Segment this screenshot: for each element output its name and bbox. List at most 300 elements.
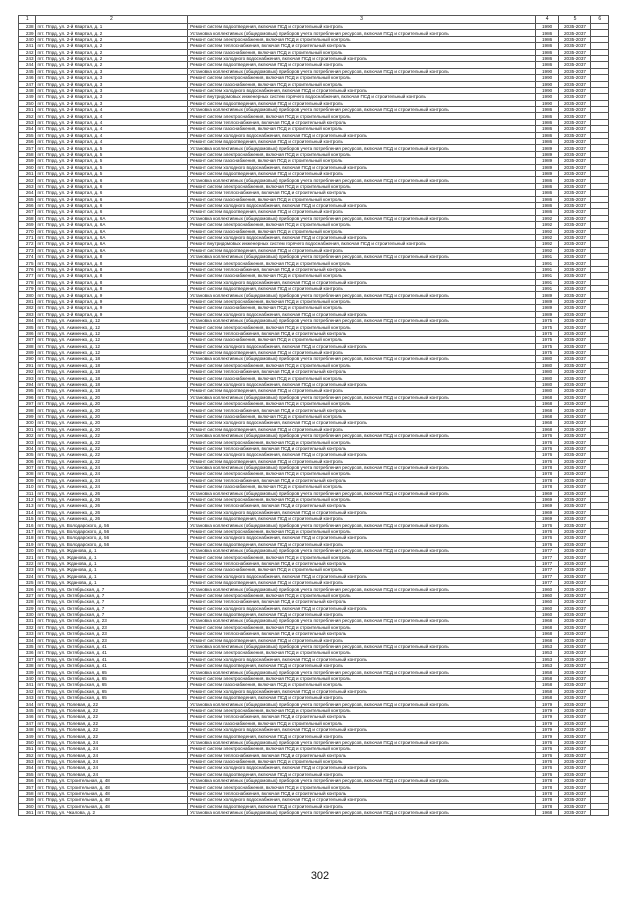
row-number-cell: 256 [19,139,36,145]
year-cell: 1986 [535,202,559,208]
year-cell: 1986 [535,190,559,196]
year-cell: 1979 [535,733,559,739]
work-type-cell: Ремонт систем теплоснабжения, включая ПСД и строительный контроль [188,266,536,272]
address-cell: пгт. Ппрд, ул. Октябрьская, д. 41 [35,643,188,649]
period-cell: 2035-2037 [559,790,591,796]
year-cell: 1991 [535,260,559,266]
row-number-cell: 247 [19,81,36,87]
row-number-cell: 260 [19,164,36,170]
year-cell: 1990 [535,81,559,87]
year-cell: 1992 [535,241,559,247]
period-cell: 2035-2037 [559,228,591,234]
row-number-cell: 242 [19,49,36,55]
year-cell: 1990 [535,24,559,30]
year-cell: 1975 [535,330,559,336]
address-cell: пгт. Ппрд, ул. 2-й Квартал, д. 9 [35,298,188,304]
address-cell: пгт. Ппрд, ул. 2-й Квартал, д. 4 [35,119,188,125]
period-cell: 2035-2037 [559,75,591,81]
work-type-cell: Ремонт систем водоотведения, включая ПСД и строительный контроль [188,62,536,68]
period-cell: 2035-2037 [559,452,591,458]
work-type-cell: Ремонт систем газоснабжения, включая ПСД и строительный контроль [188,196,536,202]
row-number-cell: 251 [19,107,36,113]
address-cell: пгт. Ппрд, ул. 2-й Квартал, д. 8 [35,273,188,279]
year-cell: 1969 [535,490,559,496]
row-number-cell: 294 [19,381,36,387]
period-cell: 2035-2037 [559,439,591,445]
work-type-cell: Ремонт систем электроснабжения, включая ПСД и строительный контроль [188,113,536,119]
work-type-cell: Установка коллективных (общедомовых) приборов учета потребления ресурсов, включая ПСД и строительный контроль [188,490,536,496]
work-type-cell: Установка коллективных (общедомовых) приборов учета потребления ресурсов, включая ПСД и строительный контроль [188,356,536,362]
row-number-cell: 335 [19,643,36,649]
row-number-cell: 261 [19,170,36,176]
period-cell: 2035-2037 [559,535,591,541]
work-type-cell: Ремонт систем холодного водоснабжения, включая ПСД и строительный контроль [188,87,536,93]
work-type-cell: Ремонт систем теплоснабжения, включая ПСД и строительный контроль [188,714,536,720]
period-cell: 2035-2037 [559,413,591,419]
address-cell: пгт. Ппрд, ул. Акименко, д. 12 [35,324,188,330]
work-type-cell: Ремонт систем электроснабжения, включая ПСД и строительный контроль [188,528,536,534]
row-number-cell: 285 [19,324,36,330]
table-body [19,16,609,816]
address-cell: пгт. Ппрд, ул. 2-й Квартал, д. 6 [35,177,188,183]
address-cell: пгт. Ппрд, ул. Октябрьская, д. 7 [35,611,188,617]
row-number-cell: 338 [19,663,36,669]
period-cell: 2035-2037 [559,113,591,119]
year-cell: 1976 [535,433,559,439]
row-number-cell: 278 [19,279,36,285]
period-cell: 2035-2037 [559,36,591,42]
year-cell: 1986 [535,139,559,145]
work-type-cell: Ремонт систем электроснабжения, включая ПСД и строительный контроль [188,471,536,477]
work-type-cell: Ремонт систем газоснабжения, включая ПСД и строительный контроль [188,81,536,87]
work-type-cell: Ремонт систем водоотведения, включая ПСД и строительный контроль [188,426,536,432]
period-cell: 2035-2037 [559,43,591,49]
year-cell: 1986 [535,209,559,215]
period-cell: 2035-2037 [559,241,591,247]
year-cell: 1978 [535,803,559,809]
work-type-cell: Установка коллективных (общедомовых) приборов учета потребления ресурсов, включая ПСД и строительный контроль [188,254,536,260]
year-cell: 1978 [535,484,559,490]
address-cell: пгт. Ппрд, ул. Акименко, д. 12 [35,317,188,323]
year-cell: 1980 [535,362,559,368]
row-number-cell: 360 [19,803,36,809]
year-cell: 1986 [535,107,559,113]
address-cell: пгт. Ппрд, ул. 2-й Квартал, д. 4 [35,107,188,113]
period-cell: 2035-2037 [559,810,591,816]
year-cell: 1991 [535,254,559,260]
address-cell: пгт. Ппрд, ул. 2-й Квартал, д. 8 [35,266,188,272]
work-type-cell: Ремонт систем теплоснабжения, включая ПСД и строительный контроль [188,445,536,451]
work-type-cell: Установка коллективных (общедомовых) приборов учета потребления ресурсов, включая ПСД и строительный контроль [188,810,536,816]
row-number-cell: 263 [19,183,36,189]
address-cell: пгт. Ппрд, ул. Октябрьская, д. 7 [35,586,188,592]
period-cell: 2035-2037 [559,599,591,605]
period-cell: 2035-2037 [559,592,591,598]
year-cell: 1991 [535,279,559,285]
address-cell: пгт. Ппрд, ул. Полевая, д. 24 [35,752,188,758]
work-type-cell: Ремонт систем холодного водоснабжения, включая ПСД и строительный контроль [188,164,536,170]
period-cell: 2035-2037 [559,765,591,771]
row-number-cell: 346 [19,714,36,720]
year-cell: 1989 [535,305,559,311]
year-cell: 1978 [535,477,559,483]
period-cell: 2035-2037 [559,87,591,93]
year-cell: 1968 [535,413,559,419]
address-cell: пгт. Ппрд, ул. Акименко, д. 20 [35,401,188,407]
work-type-cell: Установка коллективных (общедомовых) приборов учета потребления ресурсов, включая ПСД и строительный контроль [188,618,536,624]
year-cell: 1968 [535,631,559,637]
row-number-cell: 240 [19,36,36,42]
period-cell: 2035-2037 [559,752,591,758]
year-cell: 1976 [535,528,559,534]
work-type-cell: Ремонт систем холодного водоснабжения, включая ПСД и строительный контроль [188,343,536,349]
period-cell: 2035-2037 [559,675,591,681]
period-cell: 2035-2037 [559,637,591,643]
period-cell: 2035-2037 [559,554,591,560]
work-type-cell: Установка коллективных (общедомовых) приборов учета потребления ресурсов, включая ПСД и строительный контроль [188,586,536,592]
work-type-cell: Установка коллективных (общедомовых) приборов учета потребления ресурсов, включая ПСД и строительный контроль [188,145,536,151]
year-cell: 1968 [535,407,559,413]
address-cell: пгт. Ппрд, ул. Володарского, д. 56 [35,528,188,534]
address-cell: пгт. Ппрд, ул. Акименко, д. 22 [35,439,188,445]
period-cell: 2035-2037 [559,362,591,368]
year-cell: 1986 [535,62,559,68]
year-cell: 1976 [535,458,559,464]
address-cell: пгт. Ппрд, ул. 2-й Квартал, д. 2 [35,49,188,55]
address-cell: пгт. Ппрд, ул. 2-й Квартал, д. 3 [35,87,188,93]
work-type-cell: Ремонт систем холодного водоснабжения, включая ПСД и строительный контроль [188,726,536,732]
row-number-cell: 302 [19,433,36,439]
address-cell: пгт. Ппрд, ул. Акименко, д. 26 [35,509,188,515]
row-number-cell: 244 [19,62,36,68]
address-cell: пгт. Ппрд, ул. Полевая, д. 22 [35,714,188,720]
row-number-cell: 271 [19,234,36,240]
year-cell: 1989 [535,170,559,176]
work-type-cell: Ремонт систем газоснабжения, включая ПСД и строительный контроль [188,682,536,688]
work-type-cell: Ремонт систем теплоснабжения, включая ПСД и строительный контроль [188,503,536,509]
period-cell: 2035-2037 [559,650,591,656]
address-cell: пгт. Ппрд, ул. 2-й Квартал, д. 6 [35,196,188,202]
year-cell: 1976 [535,541,559,547]
row-number-cell: 329 [19,605,36,611]
row-number-cell: 287 [19,337,36,343]
year-cell: 1978 [535,778,559,784]
address-cell: пгт. Ппрд, ул. Акименко, д. 20 [35,394,188,400]
work-type-cell: Ремонт систем водоотведения, включая ПСД и строительный контроль [188,458,536,464]
year-cell: 1991 [535,286,559,292]
work-type-cell: Ремонт систем холодного водоснабжения, включая ПСД и строительный контроль [188,311,536,317]
work-type-cell: Ремонт систем водоотведения, включая ПСД и строительный контроль [188,100,536,106]
row-number-cell: 295 [19,388,36,394]
row-number-cell: 249 [19,94,36,100]
period-cell: 2035-2037 [559,663,591,669]
period-cell: 2035-2037 [559,420,591,426]
address-cell: пгт. Ппрд, ул. Полевая, д. 24 [35,758,188,764]
address-cell: пгт. Ппрд, ул. 2-й Квартал, д. 9 [35,292,188,298]
period-cell: 2035-2037 [559,260,591,266]
period-cell: 2035-2037 [559,746,591,752]
row-number-cell: 239 [19,30,36,36]
year-cell: 1986 [535,113,559,119]
year-cell: 1986 [535,43,559,49]
period-cell: 2035-2037 [559,701,591,707]
year-cell: 1989 [535,145,559,151]
year-cell: 1968 [535,637,559,643]
row-number-cell: 336 [19,650,36,656]
address-cell: пгт. Ппрд, ул. Акименко, д. 22 [35,452,188,458]
row-number-cell: 361 [19,810,36,816]
address-cell: пгт. Ппрд, ул. 2-й Квартал, д. 6А [35,241,188,247]
address-cell: пгт. Ппрд, ул. 2-й Квартал, д. 5 [35,145,188,151]
row-number-cell: 356 [19,778,36,784]
work-type-cell: Ремонт систем электроснабжения, включая ПСД и строительный контроль [188,650,536,656]
row-number-cell: 357 [19,784,36,790]
period-cell: 2035-2037 [559,784,591,790]
work-type-cell: Ремонт систем холодного водоснабжения, включая ПСД и строительный контроль [188,797,536,803]
period-cell: 2035-2037 [559,119,591,125]
work-type-cell: Ремонт систем теплоснабжения, включая ПСД и строительный контроль [188,330,536,336]
row-number-cell: 266 [19,202,36,208]
work-type-cell: Ремонт систем электроснабжения, включая ПСД и строительный контроль [188,222,536,228]
year-cell: 1975 [535,349,559,355]
row-number-cell: 277 [19,273,36,279]
work-type-cell: Ремонт систем холодного водоснабжения, включая ПСД и строительный контроль [188,509,536,515]
work-type-cell: Ремонт систем газоснабжения, включая ПСД и строительный контроль [188,158,536,164]
period-cell: 2035-2037 [559,49,591,55]
row-number-cell: 288 [19,343,36,349]
year-cell: 1953 [535,643,559,649]
address-cell: пгт. Ппрд, ул. 2-й Квартал, д. 2 [35,43,188,49]
row-number-cell: 318 [19,535,36,541]
work-type-cell: Установка коллективных (общедомовых) приборов учета потребления ресурсов, включая ПСД и строительный контроль [188,464,536,470]
period-cell: 2035-2037 [559,68,591,74]
work-type-cell: Ремонт систем газоснабжения, включая ПСД и строительный контроль [188,126,536,132]
work-type-cell: Ремонт систем теплоснабжения, включая ПСД и строительный контроль [188,119,536,125]
year-cell: 1986 [535,177,559,183]
row-number-cell: 310 [19,484,36,490]
address-cell: пгт. Ппрд, ул. 2-й Квартал, д. 3 [35,68,188,74]
address-cell: пгт. Ппрд, ул. Октябрьская, д. 65 [35,695,188,701]
address-cell: пгт. Ппрд, ул. Акименко, д. 20 [35,413,188,419]
row-number-cell: 293 [19,375,36,381]
work-type-cell: Ремонт систем холодного водоснабжения, включая ПСД и строительный контроль [188,765,536,771]
period-cell: 2035-2037 [559,771,591,777]
year-cell: 1990 [535,75,559,81]
table-row [19,810,609,816]
address-cell: пгт. Ппрд, ул. 2-й Квартал, д. 4 [35,132,188,138]
address-cell: пгт. Ппрд, ул. 2-й Квартал, д. 5 [35,164,188,170]
work-type-cell: Установка коллективных (общедомовых) приборов учета потребления ресурсов, включая ПСД и строительный контроль [188,317,536,323]
year-cell: 1989 [535,151,559,157]
period-cell: 2035-2037 [559,202,591,208]
row-number-cell: 274 [19,254,36,260]
year-cell: 1977 [535,573,559,579]
extra-cell [591,810,609,816]
period-cell: 2035-2037 [559,426,591,432]
work-type-cell: Ремонт систем водоотведения, включая ПСД и строительный контроль [188,803,536,809]
year-cell: 1960 [535,599,559,605]
address-cell: пгт. Ппрд, ул. 2-й Квартал, д. 6А [35,222,188,228]
work-type-cell: Ремонт систем водоотведения, включая ПСД и строительный контроль [188,695,536,701]
row-number-cell: 254 [19,126,36,132]
period-cell: 2035-2037 [559,720,591,726]
work-type-cell: Ремонт систем холодного водоснабжения, включая ПСД и строительный контроль [188,452,536,458]
address-cell: пгт. Ппрд, ул. 2-й Квартал, д. 6А [35,228,188,234]
work-type-cell: Ремонт систем водоотведения, включая ПСД и строительный контроль [188,516,536,522]
work-type-cell: Ремонт систем водоотведения, включая ПСД и строительный контроль [188,170,536,176]
work-type-cell: Ремонт систем водоотведения, включая ПСД и строительный контроль [188,24,536,30]
work-type-cell: Ремонт систем электроснабжения, включая ПСД и строительный контроль [188,151,536,157]
period-cell: 2035-2037 [559,509,591,515]
year-cell: 1976 [535,535,559,541]
column-header: 1 [19,16,36,24]
period-cell: 2035-2037 [559,548,591,554]
address-cell: пгт. Ппрд, ул. Октябрьская, д. 23 [35,624,188,630]
work-type-cell: Ремонт систем газоснабжения, включая ПСД и строительный контроль [188,337,536,343]
work-type-cell: Ремонт систем холодного водоснабжения, включая ПСД и строительный контроль [188,279,536,285]
work-type-cell: Ремонт систем холодного водоснабжения, включая ПСД и строительный контроль [188,202,536,208]
year-cell: 1976 [535,752,559,758]
period-cell: 2035-2037 [559,688,591,694]
year-cell: 1978 [535,464,559,470]
address-cell: пгт. Ппрд, ул. Акименко, д. 18 [35,388,188,394]
address-cell: пгт. Ппрд, ул. Акименко, д. 24 [35,477,188,483]
address-cell: пгт. Ппрд, ул. Володарского, д. 56 [35,522,188,528]
address-cell: пгт. Ппрд, ул. Октябрьская, д. 7 [35,605,188,611]
row-number-cell: 290 [19,356,36,362]
work-type-cell: Ремонт систем газоснабжения, включая ПСД и строительный контроль [188,567,536,573]
row-number-cell: 279 [19,286,36,292]
address-cell: пгт. Ппрд, ул. Акименко, д. 12 [35,343,188,349]
year-cell: 1980 [535,375,559,381]
work-type-cell: Ремонт систем электроснабжения, включая ПСД и строительный контроль [188,784,536,790]
period-cell: 2035-2037 [559,170,591,176]
period-cell: 2035-2037 [559,215,591,221]
work-type-cell: Ремонт систем водоотведения, включая ПСД и строительный контроль [188,771,536,777]
year-cell: 1990 [535,68,559,74]
year-cell: 1977 [535,579,559,585]
row-number-cell: 327 [19,592,36,598]
row-number-cell: 305 [19,452,36,458]
year-cell: 1986 [535,132,559,138]
period-cell: 2035-2037 [559,279,591,285]
year-cell: 1977 [535,560,559,566]
year-cell: 1986 [535,55,559,61]
year-cell: 1986 [535,196,559,202]
period-cell: 2035-2037 [559,356,591,362]
row-number-cell: 332 [19,624,36,630]
period-cell: 2035-2037 [559,305,591,311]
year-cell: 1958 [535,669,559,675]
period-cell: 2035-2037 [559,484,591,490]
address-cell: пгт. Ппрд, ул. Октябрьская, д. 7 [35,599,188,605]
address-cell: пгт. Ппрд, ул. 2-й Квартал, д. 5 [35,151,188,157]
period-cell: 2035-2037 [559,381,591,387]
year-cell: 1958 [535,675,559,681]
row-number-cell: 289 [19,349,36,355]
period-cell: 2035-2037 [559,55,591,61]
row-number-cell: 344 [19,701,36,707]
row-number-cell: 298 [19,407,36,413]
column-header: 3 [188,16,536,24]
year-cell: 1989 [535,292,559,298]
year-cell: 1980 [535,388,559,394]
period-cell: 2035-2037 [559,145,591,151]
year-cell: 1968 [535,426,559,432]
address-cell: пгт. Ппрд, ул. Октябрьская, д. 65 [35,682,188,688]
work-type-cell: Ремонт систем электроснабжения, включая ПСД и строительный контроль [188,36,536,42]
row-number-cell: 317 [19,528,36,534]
work-type-cell: Ремонт систем водоотведения, включая ПСД и строительный контроль [188,286,536,292]
work-type-cell: Ремонт систем теплоснабжения, включая ПСД и строительный контроль [188,43,536,49]
work-type-cell: Ремонт систем водоотведения, включая ПСД и строительный контроль [188,611,536,617]
row-number-cell: 334 [19,637,36,643]
address-cell: пгт. Ппрд, ул. Октябрьская, д. 23 [35,631,188,637]
row-number-cell: 301 [19,426,36,432]
row-number-cell: 282 [19,305,36,311]
address-cell: пгт. Ппрд, ул. 2-й Квартал, д. 4 [35,126,188,132]
address-cell: пгт. Ппрд, ул. Чкалова, д. 2 [35,810,188,816]
row-number-cell: 339 [19,669,36,675]
address-cell: пгт. Ппрд, ул. Жданова, д. 1 [35,579,188,585]
work-type-cell: Ремонт систем водоотведения, включая ПСД и строительный контроль [188,139,536,145]
row-number-cell: 320 [19,548,36,554]
year-cell: 1968 [535,401,559,407]
period-cell: 2035-2037 [559,496,591,502]
work-type-cell: Ремонт систем холодного водоснабжения, включая ПСД и строительный контроль [188,573,536,579]
column-header: 6 [591,16,609,24]
period-cell: 2035-2037 [559,758,591,764]
row-number-cell: 345 [19,707,36,713]
address-cell: пгт. Ппрд, ул. Октябрьская, д. 65 [35,688,188,694]
address-cell: пгт. Ппрд, ул. Акименко, д. 26 [35,516,188,522]
row-number-cell: 281 [19,298,36,304]
address-cell: пгт. Ппрд, ул. 2-й Квартал, д. 8 [35,286,188,292]
work-type-cell: Ремонт систем теплоснабжения, включая ПСД и строительный контроль [188,599,536,605]
work-type-cell: Ремонт систем водоотведения, включая ПСД и строительный контроль [188,637,536,643]
period-cell: 2035-2037 [559,541,591,547]
period-cell: 2035-2037 [559,586,591,592]
row-number-cell: 280 [19,292,36,298]
year-cell: 1978 [535,790,559,796]
work-type-cell: Ремонт систем водоотведения, включая ПСД и строительный контроль [188,663,536,669]
address-cell: пгт. Ппрд, ул. 2-й Квартал, д. 2 [35,62,188,68]
period-cell: 2035-2037 [559,695,591,701]
year-cell: 1976 [535,445,559,451]
address-cell: пгт. Ппрд, ул. 2-й Квартал, д. 8 [35,260,188,266]
period-cell: 2035-2037 [559,560,591,566]
work-type-cell: Ремонт систем холодного водоснабжения, включая ПСД и строительный контроль [188,605,536,611]
work-type-cell: Ремонт систем электроснабжения, включая ПСД и строительный контроль [188,260,536,266]
year-cell: 1978 [535,797,559,803]
header-row [19,16,609,24]
year-cell: 1976 [535,758,559,764]
row-number-cell: 283 [19,311,36,317]
work-type-cell: Ремонт внутридомовых инженерных систем горячего водоснабжения, включая ПСД и строительный контроль [188,94,536,100]
row-number-cell: 297 [19,401,36,407]
address-cell: пгт. Ппрд, ул. 2-й Квартал, д. 3 [35,75,188,81]
period-cell: 2035-2037 [559,30,591,36]
row-number-cell: 343 [19,695,36,701]
column-header: 4 [535,16,559,24]
year-cell: 1979 [535,701,559,707]
address-cell: пгт. Ппрд, ул. 2-й Квартал, д. 6А [35,247,188,253]
year-cell: 1992 [535,247,559,253]
year-cell: 1977 [535,567,559,573]
year-cell: 1986 [535,49,559,55]
address-cell: пгт. Ппрд, ул. Строительная, д. 48 [35,790,188,796]
work-type-cell: Ремонт систем теплоснабжения, включая ПСД и строительный контроль [188,631,536,637]
